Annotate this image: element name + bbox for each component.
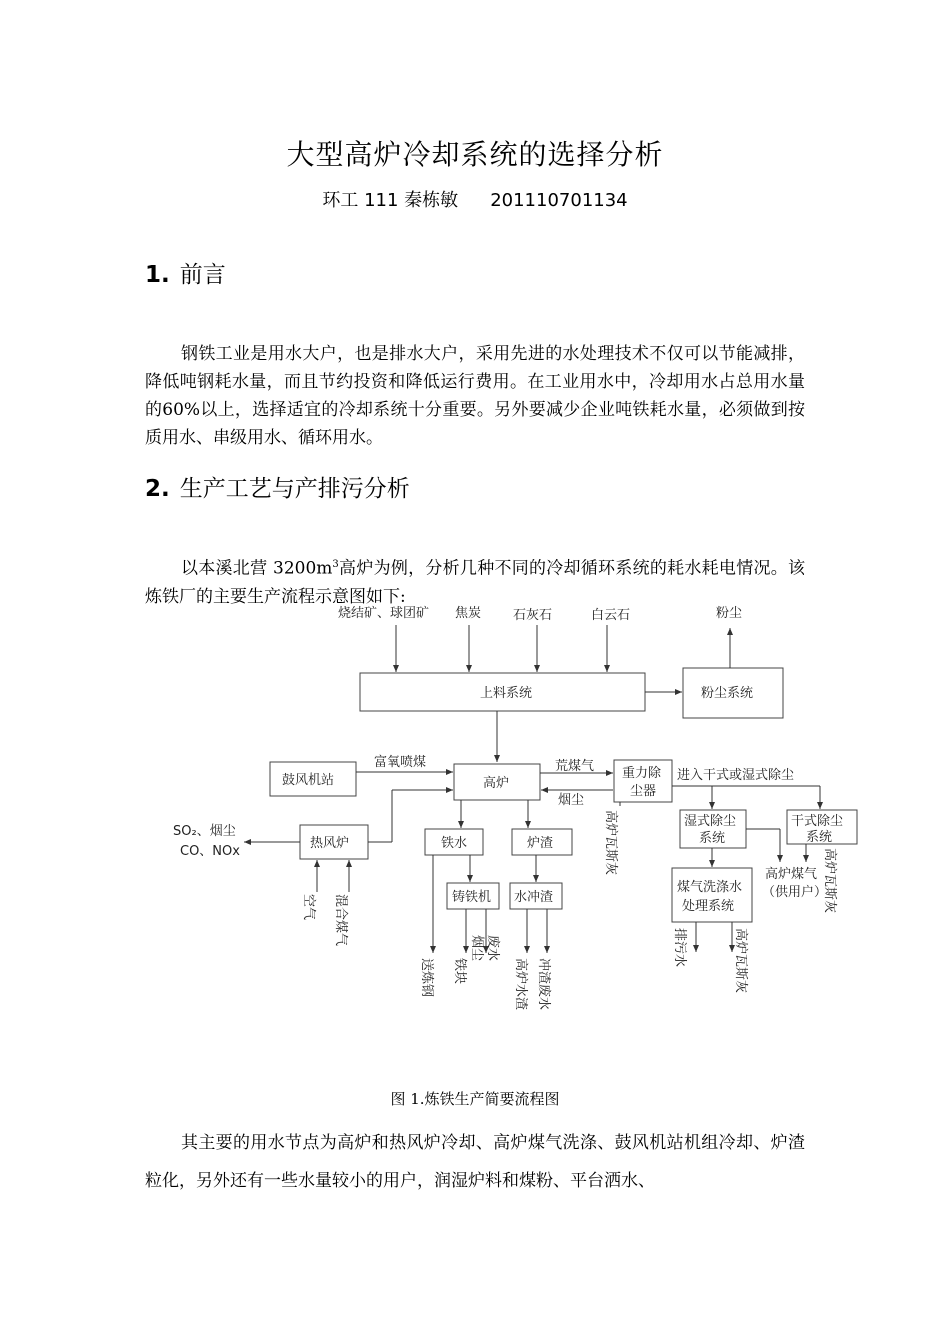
casting-output-dust: 烟尘 (469, 935, 484, 962)
gas-wash-label-line1: 煤气洗涤水 (677, 880, 743, 895)
quench-output-slag: 高炉水渣 (513, 958, 528, 1011)
input-label-dolomite: 白云石 (591, 608, 631, 623)
wash-ash-label: 高炉瓦斯灰 (733, 928, 748, 994)
superscript: 3 (332, 559, 339, 570)
supply-user-label: （供用户） (762, 885, 828, 900)
paragraph-text: 钢铁工业是用水大户，也是排水大户，采用先进的水处理技术不仅可以节能减排，降低吨钢耗水量，而且节约投资和降低运行费用。在工业用水中，冷却用水占总用水量的60%以上，选择适宜的冷却系统十分重要。另外要减少企业吨铁耗水量，必须做到按质用水、串级用水、循环用水。 (145, 344, 805, 448)
dust-system-label: 粉尘系统 (701, 686, 754, 701)
paragraph-text-part: 以本溪北营 3200m (181, 558, 333, 579)
air-label: 空气 (301, 894, 316, 921)
paragraph-text: 其主要的用水节点为高炉和热风炉冷却、高炉煤气洗涤、鼓风机站机组冷却、炉渣粒化，另外还有一些水量较小的用户，润湿炉料和煤粉、平台洒水、 (145, 1133, 805, 1191)
student-id: 201110701134 (490, 190, 628, 211)
dry-dust-label-line1: 干式除尘 (791, 814, 844, 829)
gas-wash-label-line2: 处理系统 (682, 899, 735, 914)
oxygen-coal-label: 富氧喷煤 (374, 755, 427, 770)
molten-iron-label: 铁水 (441, 836, 468, 851)
blast-furnace-label: 高炉 (483, 776, 510, 791)
section-number: 1. (145, 262, 170, 288)
mixed-gas-label: 混合煤气 (333, 894, 348, 947)
sewage-label: 排污水 (672, 928, 687, 968)
gravity-dust-label-line2: 尘器 (630, 784, 657, 799)
dust-output-label: 粉尘 (716, 606, 743, 621)
dry-dust-label-line2: 系统 (806, 830, 833, 845)
quench-output-wastewater: 冲渣废水 (536, 958, 551, 1011)
author-class-name: 环工 111 秦栋敏 (322, 190, 459, 211)
slag-label: 炉渣 (527, 836, 554, 851)
casting-output-wastewater: 废水 (485, 935, 500, 962)
hot-stove-label: 热风炉 (310, 836, 350, 851)
paper-title: 大型高炉冷却系统的选择分析 (286, 138, 664, 171)
section-number: 2. (145, 476, 170, 502)
gravity-ash-label: 高炉瓦斯灰 (603, 810, 618, 876)
input-label-limestone: 石灰石 (513, 608, 553, 623)
water-nodes-paragraph (145, 1124, 805, 1200)
input-label-coke: 焦炭 (455, 606, 482, 621)
section-title: 生产工艺与产排污分析 (179, 476, 410, 502)
flue-dust-label: 烟尘 (558, 793, 585, 808)
input-label-sinter: 烧结矿、球团矿 (338, 606, 430, 621)
water-quench-label: 水冲渣 (514, 890, 554, 905)
stove-emissions-line2: CO、NOx (180, 844, 240, 859)
wet-dust-label-line2: 系统 (699, 831, 726, 846)
to-steel-label: 送炼钢 (419, 958, 434, 998)
gravity-dust-label-line1: 重力除 (622, 766, 662, 781)
blower-station-label: 鼓风机站 (282, 773, 335, 788)
dry-wet-choice-label: 进入干式或湿式除尘 (677, 768, 795, 783)
paragraph-text-part: 高炉为例，分析几种不同的冷却循环系统的耗水耗电情况。该炼铁厂的主要生产流程示意图如下: (145, 558, 806, 607)
raw-gas-label: 荒煤气 (555, 759, 595, 774)
bf-gas-label: 高炉煤气 (765, 867, 818, 882)
figure-caption: 图 1.炼铁生产简要流程图 (390, 1090, 560, 1108)
dry-ash-label: 高炉瓦斯灰 (822, 848, 837, 914)
loading-system-label: 上料系统 (480, 686, 533, 701)
stove-emissions-line1: SO₂、烟尘 (173, 824, 236, 839)
wet-dust-label-line1: 湿式除尘 (684, 814, 737, 829)
casting-machine-label: 铸铁机 (452, 890, 492, 905)
section-title: 前言 (179, 262, 226, 288)
casting-output-iron: 铁块 (452, 958, 467, 985)
